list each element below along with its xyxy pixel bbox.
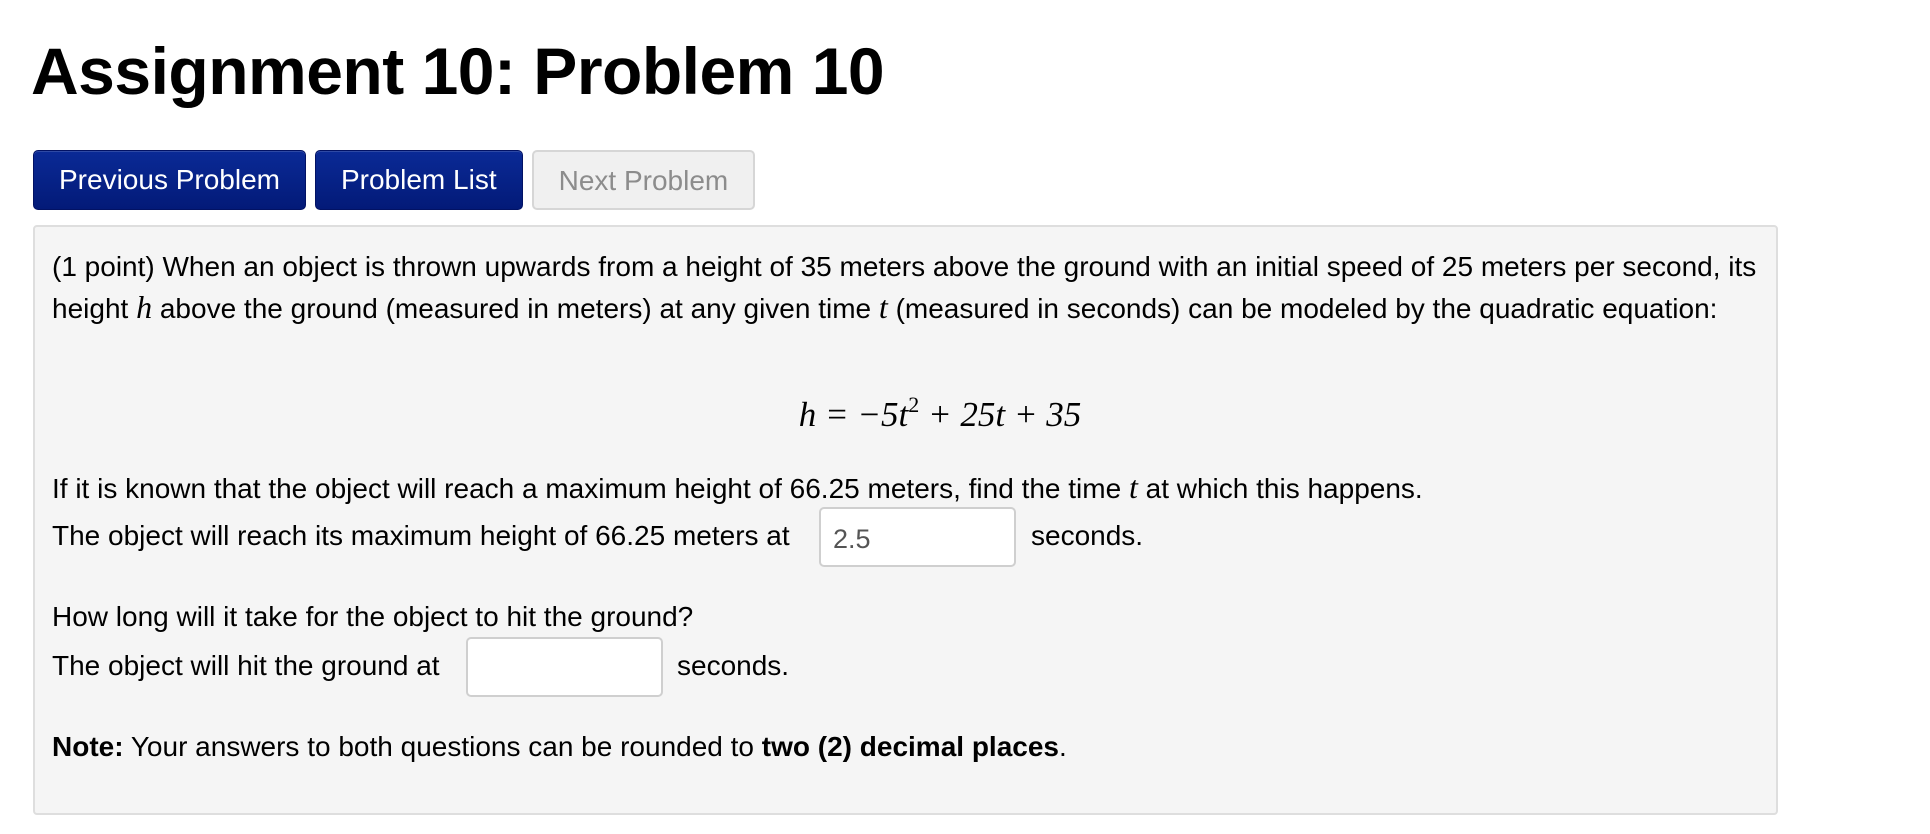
previous-problem-button[interactable]: Previous Problem: [33, 150, 306, 210]
answer-2-units: seconds.: [677, 650, 790, 681]
note-end: .: [1059, 731, 1067, 762]
next-problem-button: Next Problem: [532, 150, 756, 210]
problem-intro: [52, 247, 1772, 329]
note-text: Your answers to both questions can be rounded to: [123, 731, 762, 762]
variable-t: t: [878, 289, 888, 325]
question-1-text: If it is known that the object will reach a maximum height of 66.25 meters, find the time: [52, 473, 1129, 504]
intro-text: (1 point) When an object is thrown upwards from a height of 35 meters above the ground with an initial speed of 25 meters per second, its height: [52, 251, 1757, 324]
quadratic-equation: [0, 393, 1880, 437]
answer-1-input[interactable]: [819, 507, 1016, 567]
equation-lhs: h = −5t: [798, 395, 909, 434]
question-1: [52, 467, 1423, 509]
problem-list-button[interactable]: Problem List: [315, 150, 523, 210]
problem-navigation: [33, 150, 755, 210]
variable-t: t: [1128, 469, 1138, 505]
intro-text: (measured in seconds) can be modeled by the quadratic equation:: [887, 293, 1718, 324]
answer-1-units: seconds.: [1031, 520, 1144, 551]
variable-h: h: [136, 289, 153, 325]
note-label: Note:: [52, 731, 124, 762]
answer-2-input[interactable]: [466, 637, 663, 697]
equation-rhs: + 25t + 35: [919, 395, 1082, 434]
intro-text: above the ground (measured in meters) at any given time: [152, 293, 879, 324]
answer-1-label: The object will reach its maximum height of 66.25 meters at: [52, 520, 790, 551]
question-1-text: at which this happens.: [1137, 473, 1423, 504]
note-emphasis: two (2) decimal places: [761, 731, 1059, 762]
question-2: How long will it take for the object to hit the ground?: [52, 601, 694, 632]
equation-exponent: 2: [908, 392, 920, 417]
page-title: Assignment 10: Problem 10: [31, 34, 885, 108]
note: [52, 727, 1067, 767]
answer-2-label: The object will hit the ground at: [52, 650, 440, 681]
